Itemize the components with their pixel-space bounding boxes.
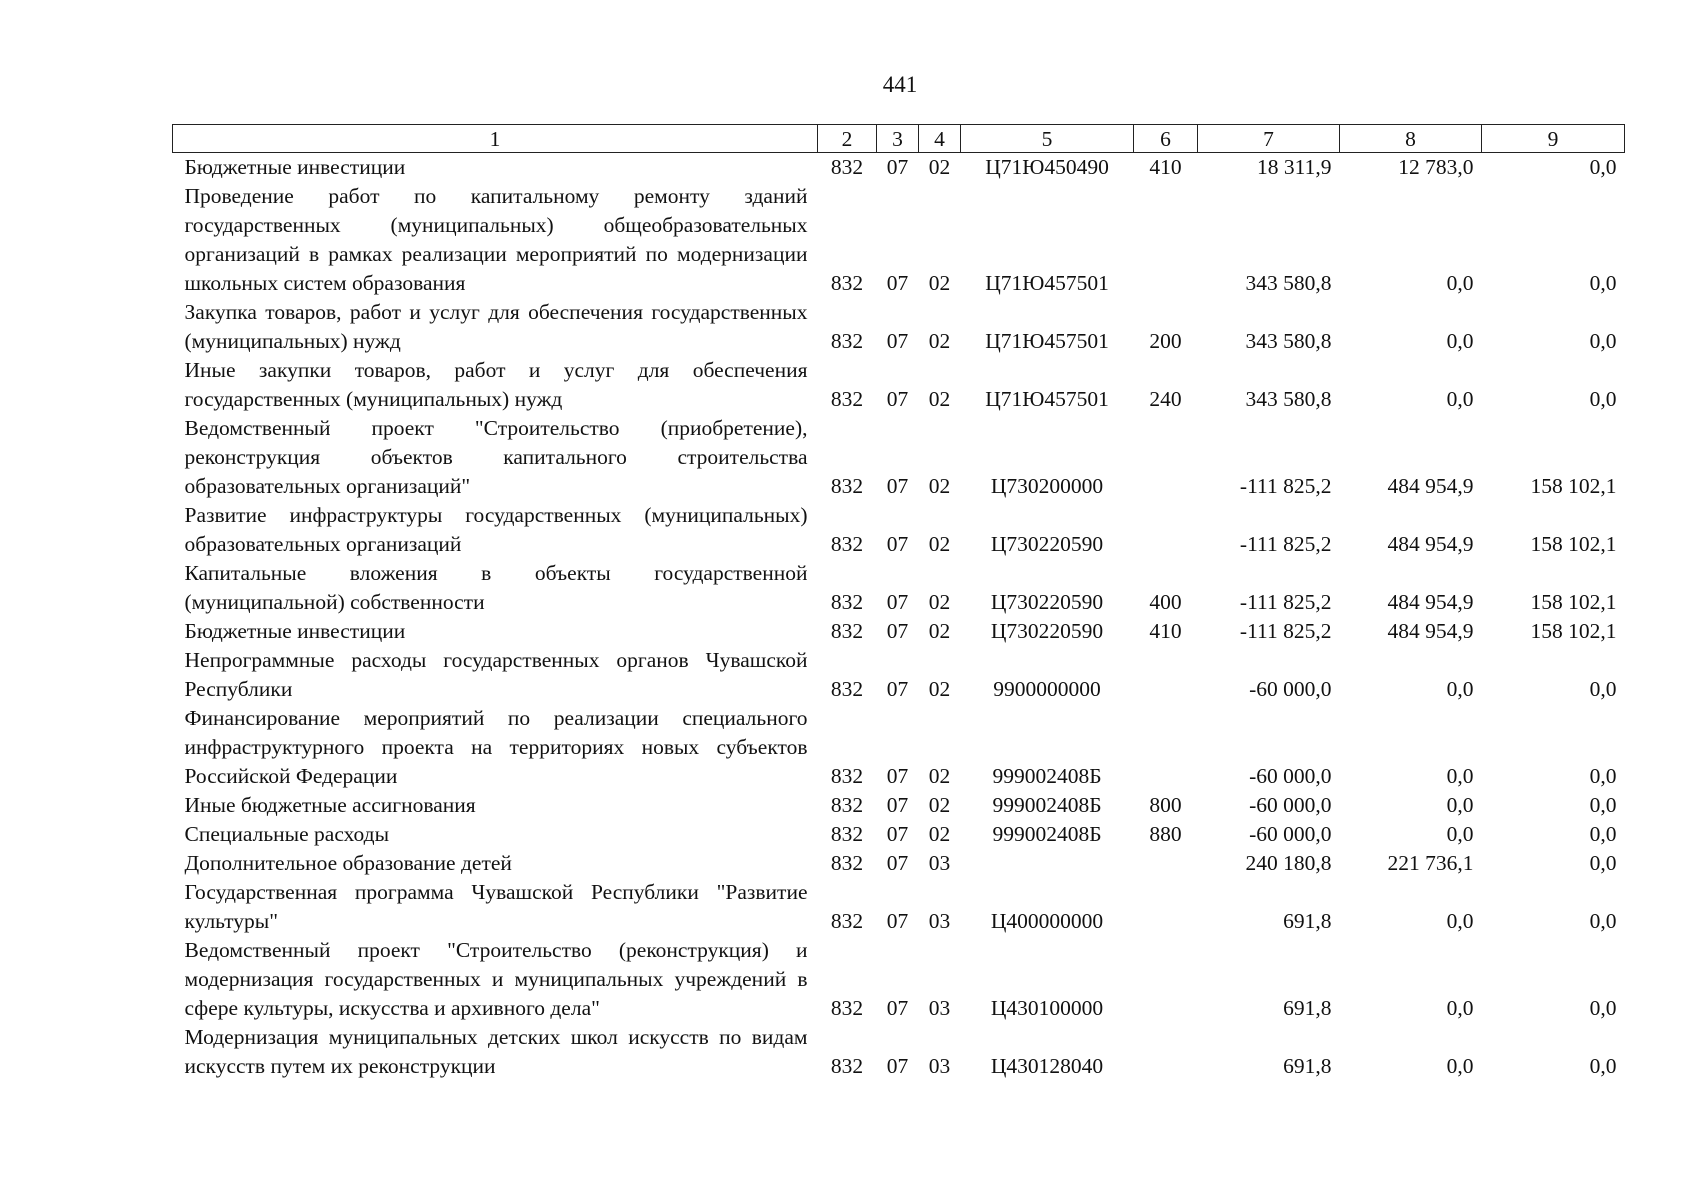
column-header: 5 (961, 125, 1134, 153)
cell-amount-col9: 0,0 (1589, 271, 1617, 295)
table-body (173, 153, 1625, 1082)
column-header: 9 (1482, 125, 1625, 153)
table-row (173, 878, 1625, 936)
cell-code-ministry: 832 (830, 996, 864, 1020)
row-description: Капитальные вложения в объекты государственной (муниципальной) собственности (184, 561, 808, 614)
cell-code-expense-type: 410 (1149, 155, 1182, 179)
cell-amount-col9: 0,0 (1589, 996, 1617, 1020)
cell-code-section: 07 (886, 822, 909, 846)
column-header: 3 (877, 125, 919, 153)
column-header: 6 (1134, 125, 1198, 153)
cell-code-section: 07 (886, 1054, 909, 1078)
cell-code-ministry: 832 (830, 590, 864, 614)
row-description: Развитие инфраструктуры государственных (муниципальных) образовательных организаций (184, 503, 808, 556)
cell-code-section: 07 (886, 851, 909, 875)
column-header: 1 (173, 125, 818, 153)
table-row (173, 414, 1625, 501)
cell-amount-col9: 0,0 (1589, 677, 1617, 701)
row-description: Бюджетные инвестиции (184, 155, 406, 179)
table-row (173, 617, 1625, 646)
row-description: Закупка товаров, работ и услуг для обеспечения государственных (муниципальных) нужд (184, 300, 808, 353)
cell-amount-col7: 18 311,9 (1257, 155, 1332, 179)
cell-code-ministry: 832 (830, 677, 864, 701)
cell-code-target: Ц71Ю450490 (985, 155, 1109, 179)
cell-amount-col8: 0,0 (1446, 271, 1474, 295)
cell-code-expense-type: 240 (1149, 387, 1182, 411)
cell-code-target: Ц730220590 (990, 590, 1104, 614)
cell-code-target: Ц71Ю457501 (985, 387, 1109, 411)
cell-code-expense-type (1134, 501, 1198, 559)
table-row (173, 298, 1625, 356)
cell-code-expense-type (1134, 878, 1198, 936)
cell-amount-col9: 0,0 (1589, 851, 1617, 875)
cell-code-subsection: 03 (928, 1054, 951, 1078)
cell-code-subsection: 02 (928, 764, 951, 788)
cell-code-subsection: 02 (928, 590, 951, 614)
cell-code-subsection: 03 (928, 996, 951, 1020)
cell-code-subsection: 02 (928, 271, 951, 295)
cell-amount-col8: 0,0 (1446, 329, 1474, 353)
table-row (173, 849, 1625, 878)
cell-amount-col7: -60 000,0 (1249, 764, 1332, 788)
cell-amount-col8: 484 954,9 (1387, 590, 1474, 614)
table-row (173, 559, 1625, 617)
cell-code-target: Ц430128040 (990, 1054, 1104, 1078)
cell-amount-col8: 484 954,9 (1387, 474, 1474, 498)
cell-code-target: Ц730200000 (990, 474, 1104, 498)
cell-amount-col8: 0,0 (1446, 996, 1474, 1020)
cell-amount-col9: 158 102,1 (1530, 619, 1617, 643)
cell-amount-col8: 0,0 (1446, 1054, 1474, 1078)
cell-code-expense-type (1134, 646, 1198, 704)
cell-code-expense-type: 400 (1149, 590, 1182, 614)
cell-amount-col7: 343 580,8 (1245, 271, 1332, 295)
row-description: Бюджетные инвестиции (184, 619, 406, 643)
cell-code-ministry: 832 (830, 851, 864, 875)
cell-amount-col9: 158 102,1 (1530, 532, 1617, 556)
cell-amount-col9: 0,0 (1589, 822, 1617, 846)
cell-code-subsection: 03 (928, 909, 951, 933)
cell-amount-col7: 343 580,8 (1245, 329, 1332, 353)
cell-amount-col9: 0,0 (1589, 155, 1617, 179)
row-description: Финансирование мероприятий по реализации специального инфраструктурного проекта на территориях новых субъектов Российской Федерации (184, 706, 808, 788)
table-row (173, 1023, 1625, 1081)
cell-amount-col7: 343 580,8 (1245, 387, 1332, 411)
cell-code-target: Ц730220590 (990, 619, 1104, 643)
cell-code-ministry: 832 (830, 474, 864, 498)
cell-code-ministry: 832 (830, 1054, 864, 1078)
cell-code-target: Ц71Ю457501 (985, 329, 1109, 353)
cell-amount-col8: 484 954,9 (1387, 532, 1474, 556)
cell-amount-col8: 484 954,9 (1387, 619, 1474, 643)
row-description: Ведомственный проект "Строительство (реконструкция) и модернизация государственных и муниципальных учреждений в сфере культуры, искусства и архивного дела" (184, 938, 808, 1020)
table-row (173, 182, 1625, 298)
cell-code-target: Ц400000000 (990, 909, 1104, 933)
cell-code-subsection: 03 (928, 851, 951, 875)
cell-code-section: 07 (886, 155, 909, 179)
page-number: 441 (882, 72, 918, 97)
cell-code-ministry: 832 (830, 619, 864, 643)
column-header: 7 (1198, 125, 1340, 153)
table-row (173, 820, 1625, 849)
cell-amount-col7: 691,8 (1283, 1054, 1332, 1078)
cell-amount-col7: -111 825,2 (1239, 532, 1332, 556)
table-row (173, 153, 1625, 183)
cell-amount-col7: 240 180,8 (1245, 851, 1332, 875)
cell-code-expense-type (1134, 936, 1198, 1023)
header-row (173, 125, 1625, 153)
row-description: Дополнительное образование детей (184, 851, 512, 875)
cell-code-section: 07 (886, 909, 909, 933)
cell-code-target: 999002408Б (992, 764, 1102, 788)
cell-amount-col8: 0,0 (1446, 909, 1474, 933)
cell-amount-col7: -60 000,0 (1249, 793, 1332, 817)
row-description: Модернизация муниципальных детских школ искусств по видам искусств путем их реконструкции (184, 1025, 808, 1078)
cell-code-target: 9900000000 (993, 677, 1101, 701)
cell-amount-col9: 0,0 (1589, 764, 1617, 788)
table-row (173, 936, 1625, 1023)
table-row (173, 704, 1625, 791)
cell-code-section: 07 (886, 271, 909, 295)
cell-code-ministry: 832 (830, 909, 864, 933)
cell-code-ministry: 832 (830, 329, 864, 353)
cell-amount-col7: 691,8 (1283, 996, 1332, 1020)
cell-amount-col9: 0,0 (1589, 329, 1617, 353)
cell-code-target: 999002408Б (992, 793, 1102, 817)
cell-code-expense-type: 410 (1149, 619, 1182, 643)
cell-amount-col9: 0,0 (1589, 793, 1617, 817)
cell-code-ministry: 832 (830, 271, 864, 295)
cell-code-expense-type: 200 (1149, 329, 1182, 353)
row-description: Проведение работ по капитальному ремонту зданий государственных (муниципальных) общеобразовательных организаций в рамках реализации мероприятий по модернизации школьных систем образования (184, 184, 808, 295)
cell-code-ministry: 832 (830, 822, 864, 846)
row-description: Иные бюджетные ассигнования (184, 793, 476, 817)
cell-code-subsection: 02 (928, 532, 951, 556)
cell-code-target: Ц730220590 (990, 532, 1104, 556)
cell-code-section: 07 (886, 329, 909, 353)
cell-code-ministry: 832 (830, 387, 864, 411)
cell-code-section: 07 (886, 677, 909, 701)
cell-amount-col9: 158 102,1 (1530, 474, 1617, 498)
cell-code-ministry: 832 (830, 764, 864, 788)
cell-code-subsection: 02 (928, 822, 951, 846)
cell-amount-col8: 0,0 (1446, 764, 1474, 788)
cell-amount-col7: -60 000,0 (1249, 822, 1332, 846)
cell-amount-col8: 12 783,0 (1398, 155, 1474, 179)
column-header: 8 (1340, 125, 1482, 153)
row-description: Ведомственный проект "Строительство (приобретение), реконструкция объектов капитального строительства образовательных организаций" (184, 416, 808, 498)
column-header: 4 (919, 125, 961, 153)
cell-code-section: 07 (886, 764, 909, 788)
cell-code-expense-type (1134, 414, 1198, 501)
cell-amount-col8: 221 736,1 (1387, 851, 1474, 875)
cell-amount-col9: 0,0 (1589, 387, 1617, 411)
cell-code-expense-type: 880 (1149, 822, 1182, 846)
row-description: Специальные расходы (184, 822, 390, 846)
cell-amount-col7: -111 825,2 (1239, 619, 1332, 643)
cell-code-subsection: 02 (928, 474, 951, 498)
cell-code-target (961, 849, 1134, 878)
cell-code-subsection: 02 (928, 155, 951, 179)
cell-amount-col8: 0,0 (1446, 387, 1474, 411)
cell-code-section: 07 (886, 996, 909, 1020)
cell-amount-col7: -111 825,2 (1239, 590, 1332, 614)
cell-code-ministry: 832 (830, 155, 864, 179)
cell-code-subsection: 02 (928, 619, 951, 643)
cell-amount-col9: 0,0 (1589, 909, 1617, 933)
cell-code-section: 07 (886, 387, 909, 411)
cell-code-target: 999002408Б (992, 822, 1102, 846)
cell-code-target: Ц71Ю457501 (985, 271, 1109, 295)
cell-code-section: 07 (886, 793, 909, 817)
cell-amount-col9: 158 102,1 (1530, 590, 1617, 614)
cell-amount-col8: 0,0 (1446, 793, 1474, 817)
cell-code-section: 07 (886, 532, 909, 556)
cell-amount-col8: 0,0 (1446, 677, 1474, 701)
cell-code-subsection: 02 (928, 677, 951, 701)
cell-amount-col7: -60 000,0 (1249, 677, 1332, 701)
table-row (173, 791, 1625, 820)
table-row (173, 501, 1625, 559)
cell-code-subsection: 02 (928, 793, 951, 817)
table-row (173, 646, 1625, 704)
cell-amount-col7: 691,8 (1283, 909, 1332, 933)
cell-amount-col9: 0,0 (1589, 1054, 1617, 1078)
table-row (173, 356, 1625, 414)
budget-table (172, 124, 1625, 1081)
cell-code-ministry: 832 (830, 532, 864, 556)
row-description: Государственная программа Чувашской Республики "Развитие культуры" (184, 880, 808, 933)
cell-code-expense-type (1134, 1023, 1198, 1081)
cell-code-section: 07 (886, 590, 909, 614)
cell-amount-col7: -111 825,2 (1239, 474, 1332, 498)
cell-code-section: 07 (886, 619, 909, 643)
row-description: Иные закупки товаров, работ и услуг для обеспечения государственных (муниципальных) нужд (184, 358, 808, 411)
cell-code-section: 07 (886, 474, 909, 498)
cell-code-expense-type: 800 (1149, 793, 1182, 817)
row-description: Непрограммные расходы государственных органов Чувашской Республики (184, 648, 808, 701)
cell-code-expense-type (1134, 849, 1198, 878)
column-header: 2 (818, 125, 877, 153)
cell-code-subsection: 02 (928, 387, 951, 411)
cell-code-expense-type (1134, 704, 1198, 791)
cell-code-ministry: 832 (830, 793, 864, 817)
cell-code-subsection: 02 (928, 329, 951, 353)
cell-amount-col8: 0,0 (1446, 822, 1474, 846)
cell-code-expense-type (1134, 182, 1198, 298)
cell-code-target: Ц430100000 (990, 996, 1104, 1020)
